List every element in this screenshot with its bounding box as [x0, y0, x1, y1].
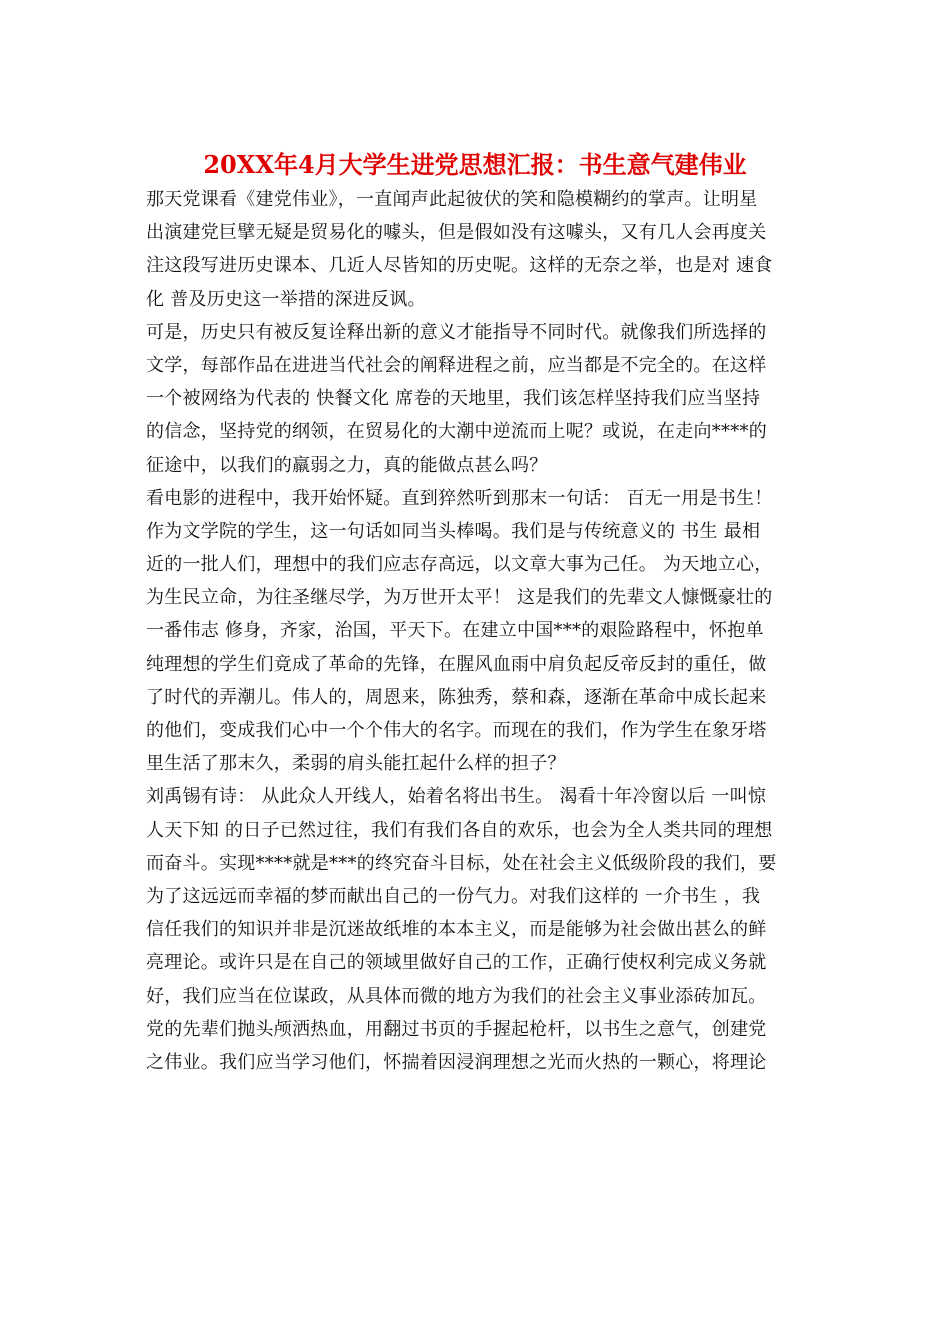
body-line: 看电影的进程中，我开始怀疑。直到猝然听到那末一句话： 百无一用是书生！	[146, 487, 773, 509]
body-line: 文学，每部作品在进进当代社会的阐释进程之前，应当都是不完全的。在这样	[146, 354, 767, 376]
document-title: 20XX年4月大学生进党思想汇报：书生意气建伟业	[203, 150, 747, 179]
body-line: 近的一批人们，理想中的我们应志存高远，以文章大事为己任。 为天地立心，	[146, 554, 773, 576]
body-line: 人天下知 的日子已然过往，我们有我们各自的欢乐，也会为全人类共同的理想	[146, 819, 773, 841]
body-line: 了时代的弄潮儿。伟人的，周恩来，陈独秀，蔡和森，逐渐在革命中成长起来	[146, 686, 767, 708]
body-line: 而奋斗。实现****就是***的终究奋斗目标，处在社会主义低级阶段的我们，要	[146, 852, 777, 874]
body-line: 好，我们应当在位谋政，从具体而微的地方为我们的社会主义事业添砖加瓦。	[146, 985, 767, 1007]
body-line: 亮理论。或许只是在自己的领域里做好自己的工作，正确行使权利完成义务就	[146, 952, 767, 974]
body-line: 刘禹锡有诗： 从此众人开线人，始着名将出书生。 渴看十年冷窗以后 一叫惊	[146, 786, 767, 808]
body-line: 的信念，坚持党的纲领，在贸易化的大潮中逆流而上呢？或说，在走向****的	[146, 421, 767, 443]
body-line: 党的先辈们抛头颅洒热血，用翻过书页的手握起枪杆，以书生之意气，创建党	[146, 1018, 767, 1040]
body-line: 一番伟志 修身，齐家，治国，平天下。在建立中国***的艰险路程中，怀抱单	[146, 620, 764, 642]
body-line: 纯理想的学生们竟成了革命的先锋，在腥风血雨中肩负起反帝反封的重任，做	[146, 653, 767, 675]
body-line: 可是，历史只有被反复诠释出新的意义才能指导不同时代。就像我们所选择的	[146, 321, 767, 343]
body-line: 作为文学院的学生，这一句话如同当头棒喝。我们是与传统意义的 书生 最相	[146, 520, 761, 542]
body-line: 注这段写进历史课本、几近人尽皆知的历史呢。这样的无奈之举，也是对 速食	[146, 255, 773, 277]
body-line: 为了这远远而幸福的梦而献出自己的一份气力。对我们这样的 一介书生 ，我	[146, 885, 761, 907]
body-line: 征途中，以我们的羸弱之力，真的能做点甚么吗？	[146, 454, 548, 476]
body-line: 为生民立命，为往圣继尽学，为万世开太平！ 这是我们的先辈文人慷慨豪壮的	[146, 587, 773, 609]
body-line: 化 普及历史这一举措的深进反讽。	[146, 288, 426, 310]
body-line: 里生活了那末久，柔弱的肩头能扛起什么样的担子？	[146, 753, 566, 775]
body-line: 信任我们的知识并非是沉迷故纸堆的本本主义，而是能够为社会做出甚么的鲜	[146, 919, 767, 941]
body-line: 的他们，变成我们心中一个个伟大的名字。而现在的我们，作为学生在象牙塔	[146, 720, 767, 741]
body-line: 一个被网络为代表的 快餐文化 席卷的天地里，我们该怎样坚持我们应当坚持	[146, 388, 761, 410]
body-line: 出演建党巨擘无疑是贸易化的噱头，但是假如没有这噱头，又有几人会再度关	[146, 222, 767, 244]
document-body	[146, 183, 811, 1079]
body-line: 那天党课看《建党伟业》，一直闻声此起彼伏的笑和隐模糊约的掌声。让明星	[146, 189, 758, 210]
body-line: 之伟业。我们应当学习他们，怀揣着因浸润理想之光而火热的一颗心，将理论	[146, 1051, 767, 1073]
